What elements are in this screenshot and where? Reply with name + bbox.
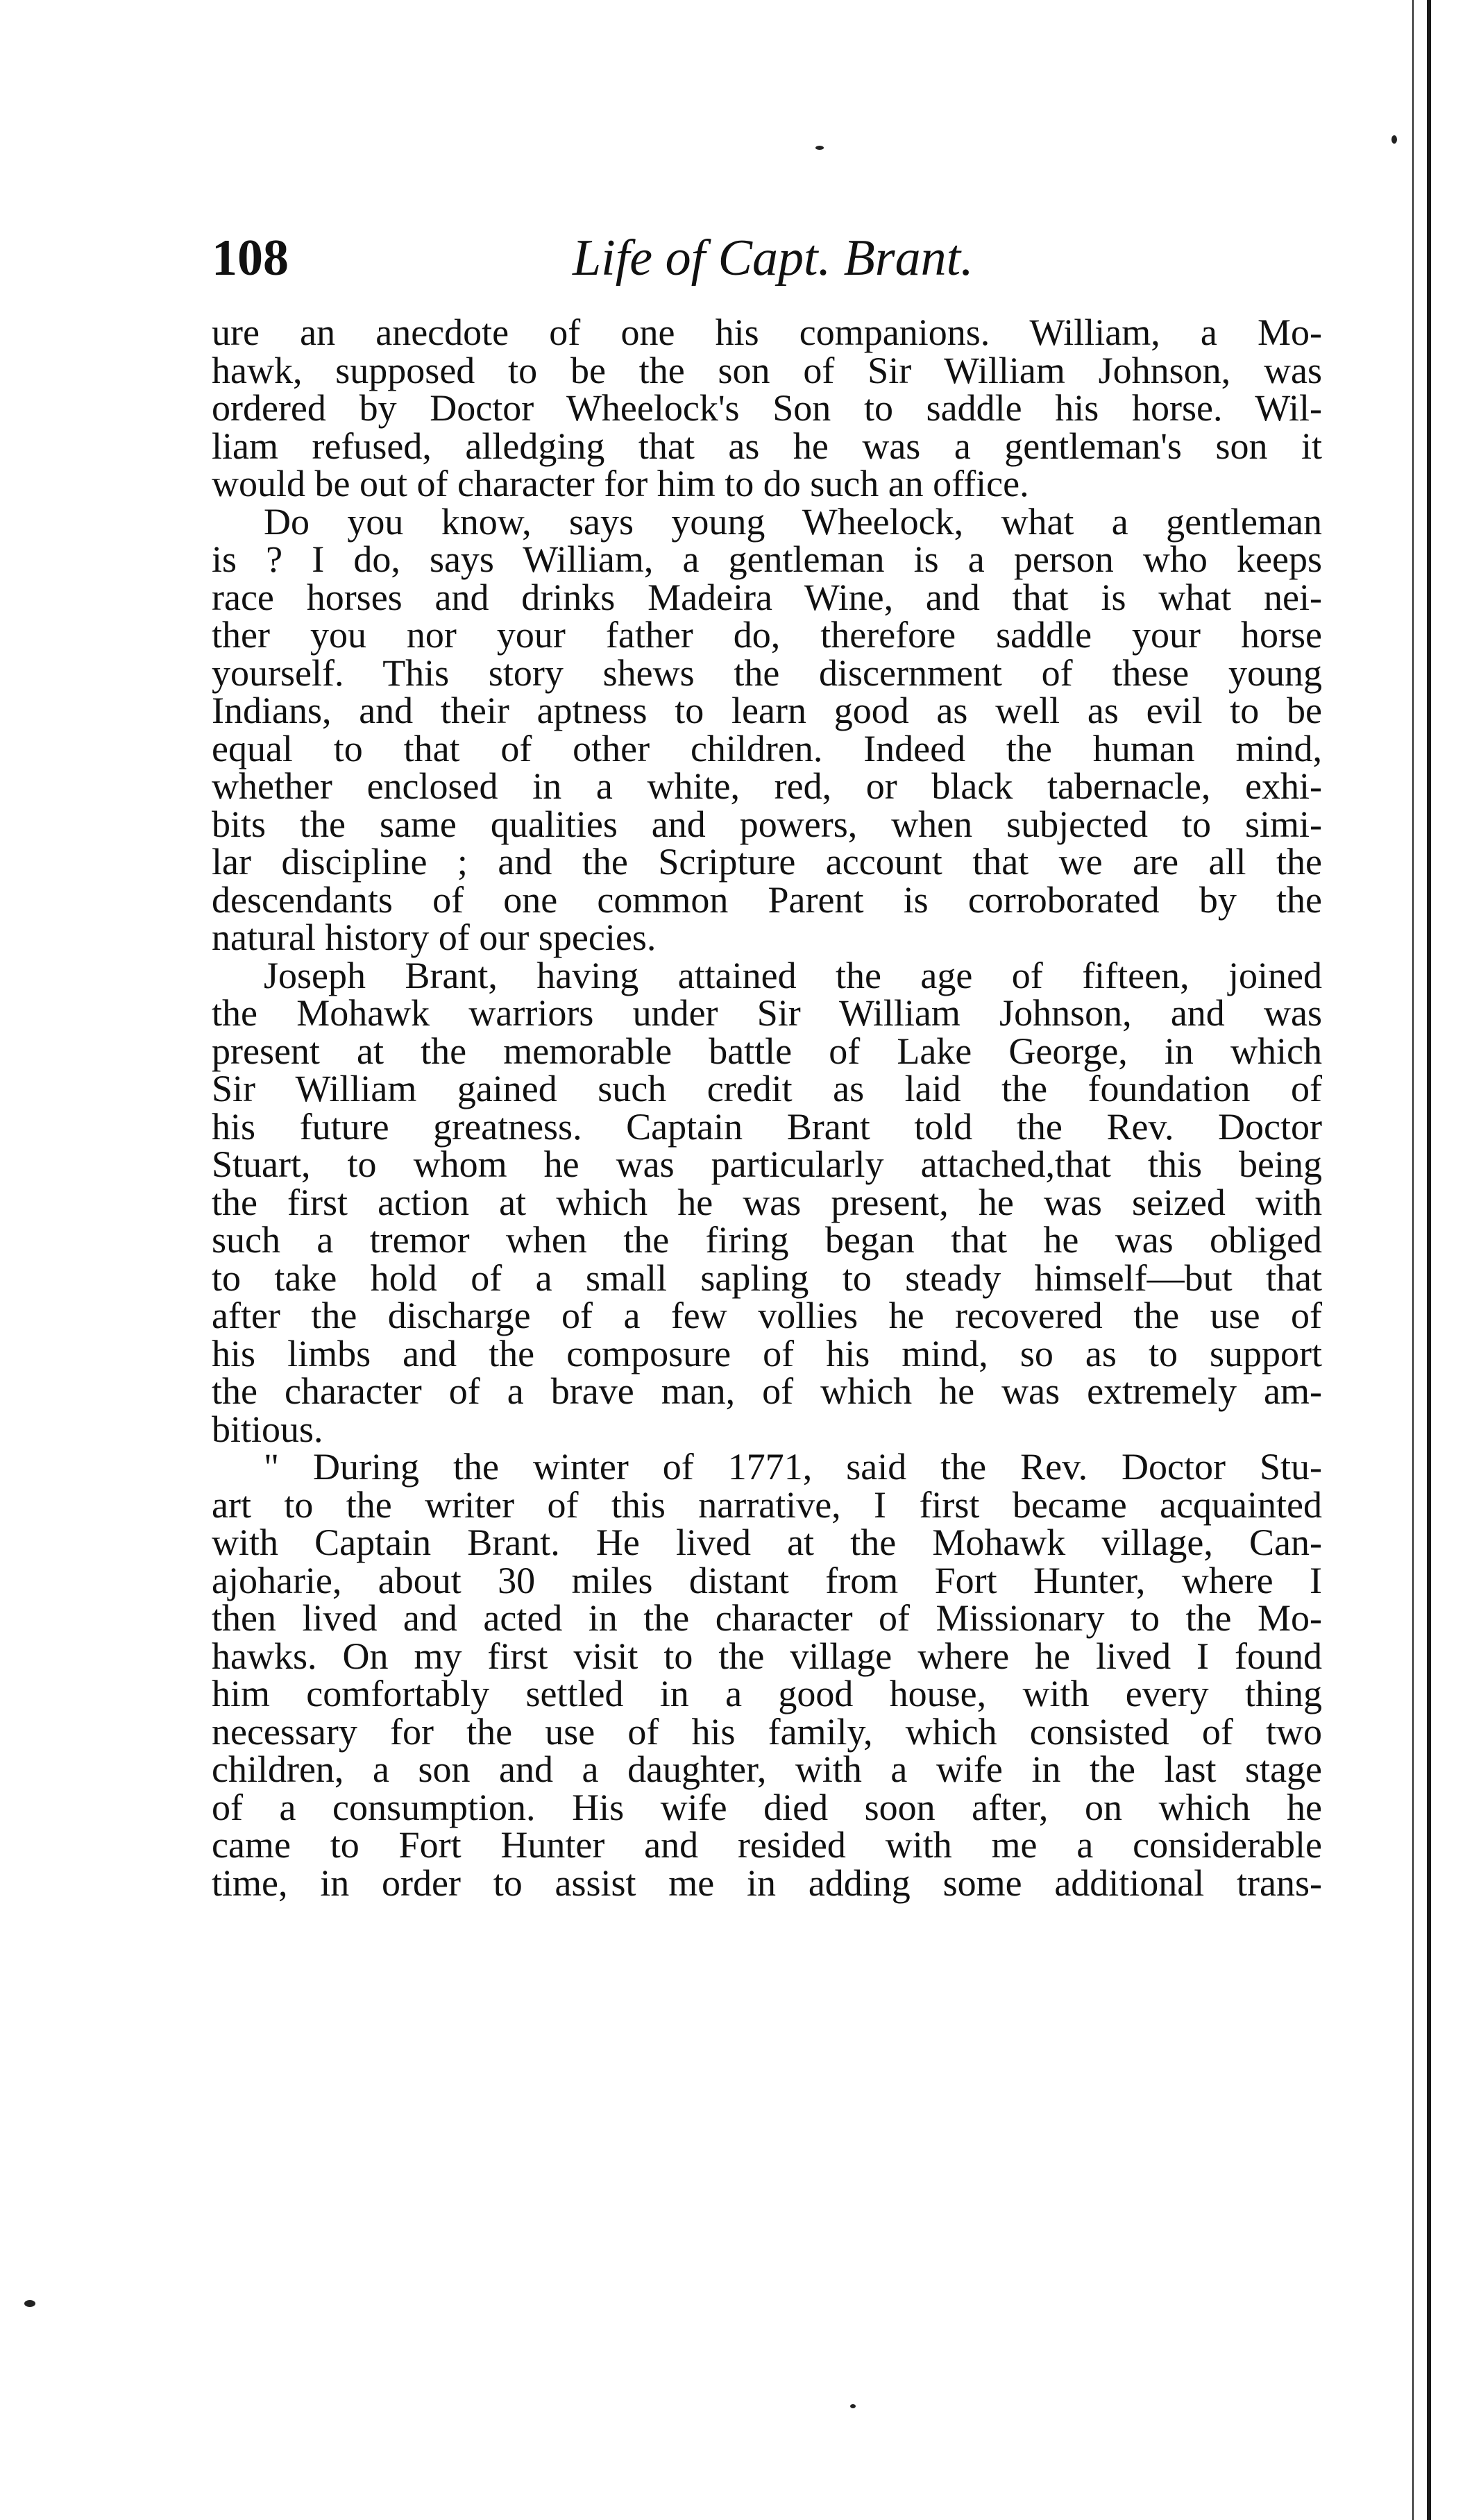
text-line: is ? I do, says William, a gentleman is a person who keeps bbox=[212, 538, 1322, 580]
text-line: present at the memorable battle of Lake George, in which bbox=[212, 1030, 1322, 1072]
body-text bbox=[212, 314, 1322, 1902]
text-line: necessary for the use of his family, which consisted of two bbox=[212, 1710, 1322, 1753]
text-line: Stuart, to whom he was particularly attached,that this being bbox=[212, 1143, 1322, 1185]
running-head: Life of Capt. Brant. bbox=[573, 230, 974, 287]
ink-speck bbox=[1391, 135, 1397, 144]
text-line: equal to that of other children. Indeed the human mind, bbox=[212, 727, 1322, 769]
text-line: ther you nor your father do, therefore saddle your horse bbox=[212, 614, 1322, 656]
text-line: with Captain Brant. He lived at the Mohawk village, Can- bbox=[212, 1522, 1322, 1563]
text-line: art to the writer of this narrative, I first became acquainted bbox=[212, 1483, 1322, 1526]
page-edge-line bbox=[1412, 0, 1414, 2520]
text-line: Joseph Brant, having attained the age of fifteen, joined bbox=[264, 954, 1322, 996]
text-line: ordered by Doctor Wheelock's Son to saddle his horse. Wil- bbox=[212, 387, 1322, 429]
text-line: whether enclosed in a white, red, or black tabernacle, exhi- bbox=[212, 765, 1322, 807]
text-line: after the discharge of a few vollies he recovered the use of bbox=[212, 1295, 1322, 1336]
text-line: came to Fort Hunter and resided with me a considerable bbox=[212, 1824, 1322, 1866]
text-line: him comfortably settled in a good house, with every thing bbox=[212, 1673, 1322, 1714]
text-line: Do you know, says young Wheelock, what a gentleman bbox=[264, 500, 1322, 543]
binding-edge-line bbox=[1427, 0, 1431, 2520]
text-line: the character of a brave man, of which he was extremely am- bbox=[212, 1370, 1322, 1412]
text-line: natural history of our species. bbox=[212, 917, 657, 958]
text-line: then lived and acted in the character of Missionary to the Mo- bbox=[212, 1597, 1322, 1639]
ink-speck bbox=[850, 2404, 856, 2408]
text-line: Sir William gained such credit as laid the foundation of bbox=[212, 1068, 1322, 1109]
text-line: his future greatness. Captain Brant told the Rev. Doctor bbox=[212, 1105, 1322, 1148]
text-line: bitious. bbox=[212, 1408, 323, 1450]
text-line: hawk, supposed to be the son of Sir William Johnson, was bbox=[212, 349, 1322, 391]
text-line: of a consumption. His wife died soon after, on which he bbox=[212, 1786, 1322, 1828]
page-number: 108 bbox=[212, 230, 289, 287]
text-line: his limbs and the composure of his mind, so as to support bbox=[212, 1332, 1322, 1374]
text-line: Indians, and their aptness to learn good as well as evil to be bbox=[212, 690, 1322, 731]
text-line: descendants of one common Parent is corroborated by the bbox=[212, 878, 1322, 921]
ink-speck bbox=[24, 2300, 35, 2307]
text-line: liam refused, alledging that as he was a gentleman's son it bbox=[212, 425, 1322, 467]
text-line: children, a son and a daughter, with a wife in the last stage bbox=[212, 1748, 1322, 1790]
text-line: race horses and drinks Madeira Wine, and that is what nei- bbox=[212, 576, 1322, 618]
text-line: such a tremor when the firing began that he was obliged bbox=[212, 1219, 1322, 1261]
page-header bbox=[212, 223, 1336, 300]
text-line: yourself. This story shews the discernment of these young bbox=[212, 652, 1322, 694]
text-line: " During the winter of 1771, said the Rev. Doctor Stu- bbox=[264, 1446, 1322, 1488]
text-line: to take hold of a small sapling to steady himself—but that bbox=[212, 1257, 1322, 1299]
text-line: would be out of character for him to do such an office. bbox=[212, 463, 1029, 504]
text-line: hawks. On my first visit to the village where he lived I found bbox=[212, 1635, 1322, 1677]
text-line: time, in order to assist me in adding some additional trans- bbox=[212, 1862, 1322, 1904]
text-line: lar discipline ; and the Scripture account that we are all the bbox=[212, 841, 1322, 883]
text-line: bits the same qualities and powers, when subjected to simi- bbox=[212, 803, 1322, 845]
text-line: ure an anecdote of one his companions. William, a Mo- bbox=[212, 312, 1322, 353]
text-line: ajoharie, about 30 miles distant from Fort Hunter, where I bbox=[212, 1559, 1322, 1601]
ink-speck bbox=[815, 146, 824, 150]
text-line: the Mohawk warriors under Sir William Johnson, and was bbox=[212, 992, 1322, 1034]
text-line: the first action at which he was present, he was seized with bbox=[212, 1181, 1322, 1223]
